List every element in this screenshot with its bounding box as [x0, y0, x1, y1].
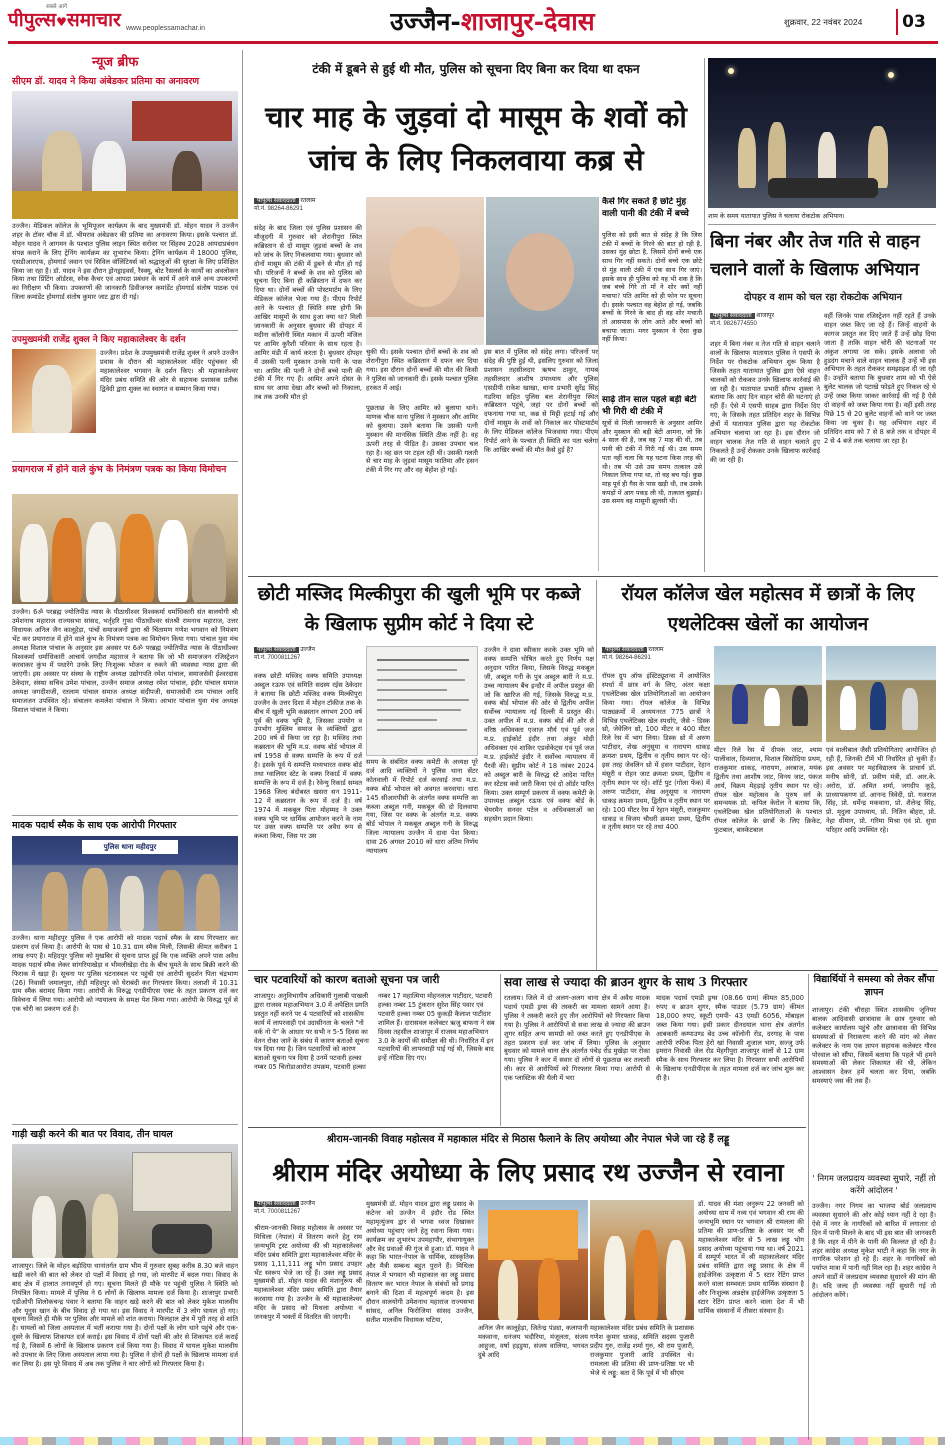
page-number: 03	[896, 9, 930, 35]
byline-name: पीपुल्स संवाददाता	[254, 647, 299, 653]
brief-4-title: मादक पदार्थ स्मैक के साथ एक आरोपी गिरफ्तार	[12, 820, 177, 831]
raid-headline: बिना नंबर और तेज गति से वाहन चलाने वालों के खिलाफ अभियान	[710, 232, 920, 280]
byline-name: पीपुल्स संवाददाता	[602, 647, 647, 653]
college-headline: रॉयल कॉलेज खेल महोत्सव में छात्रों के लिए एथलेटिक्स खेलों का आयोजन	[621, 584, 915, 635]
raid-photo	[708, 58, 936, 208]
masjid-byline	[254, 646, 366, 664]
college-byline	[602, 646, 714, 664]
brief-2-title: उपमुख्यमंत्री राजेंद्र शुक्ल ने किए महाकालेश्वर के दर्शन	[12, 335, 186, 345]
byline-place: रतलाम	[300, 198, 316, 204]
website-url[interactable]: www.peoplessamachar.in	[126, 25, 205, 32]
college-col3: एवं वालीबाल जैसी प्रतियोगिताएं आयोजित हो रही हैं, जिनकी टीमें भी निर्धारित हो चुकी हैं। इस अवसर पर महाविद्यालय के प्राचार्य डॉ. मनीष सोनी, डॉ. प्रवीण मंत्री, डॉ. आर.के. अरोरा, डॉ. अमित शर्मा, जगदीप कूड़े, प्राध्यापकगण डॉ. आनन्द त्रिवेदी, प्रो. गजराज सिंह, प्रो. धर्मेन्द्र मकवाना, प्रो. शैलेन्द्र सिंह, प्रो. मृदुला उपाध्याय, प्रो. नितिन बोहरा, प्रो. नेहा धीमान, प्रो. गरिमा मिश्रा एवं प्रो. सुधा परिहार आदि उपस्थित रहे।	[826, 746, 936, 835]
lead-sidebar	[598, 197, 702, 571]
brief-2-photo	[12, 349, 96, 433]
masthead-rule	[8, 41, 938, 44]
ayodhya-photo-1	[478, 1200, 588, 1320]
byline-place: शाजापुर	[756, 313, 774, 319]
brief-5-body: शाजापुर। जिले के मोहन बड़ोदिया थानांतर्गत ग्राम भीम में गुरुवार सुबह करीब 8.30 बजे वाहन खड़ी करने की बात को लेकर दो पक्षों में विवाद हो गया, जो मारपीट में बदल गया। विवाद के बाद क्षेत्र में हालात तनावपूर्ण हो गए। सूचना मिलते ही मौके पर पहुंची पुलिस ने स्थिति को नियंत्रित किया। मामले में पुलिस ने 6 लोगों के खिलाफ मामला दर्ज किया है। शाजापुर प्रभारी एडीओपी शिलोकचन्द्र पंवार ने बताया कि वाहन खड़े करने की बात को लेकर मुकेश मालवीय और यूनुस खान के बीच विवाद हो गया था। इस विवाद ने मारपीट में 3 लोग घायल हो गए। सूचना मिलते ही मौके पर पुलिस और मामले को शांत कराया। फिलहाल क्षेत्र में पूरी तरह से शांति है। घायलों को जिला अस्पताल में भर्ती कराया गया है। दोनों पक्षों के लोग थाने पहुंचे और एक-दूसरे के खिलाफ शिकायत दर्ज कराई। इस विवाद में दोनों पक्षों की ओर से शिकायत दर्ज कराई गई है, जिसमें 6 लोगों के खिलाफ प्रकरण दर्ज किया गया है। विवाद में घायल मुकेश मालवीय को उपचार के लिए जिला अस्पताल लाया गया है। पुलिस ने दोनों ही पक्षों के खिलाफ मामला दर्ज कर लिया है। इस पूरे विवाद में अब तक पुलिस ने चार लोगों को गिरफ्तार किया है।	[12, 1262, 238, 1368]
lead-col3: इस बात में पुलिस को संदेह लगा। परिजनों पर संदेह की पुष्टि हुई थी, इसलिए गुरुवार को जिला प्रशासन तहसीलदार ऋषभ ठाकुर, नायब तहसीलदार आशीष उपाध्याय और पुलिस एसडीपी राकेश खाखा, थाना प्रभारी सुरेंद्र सिंह गडरिया सहित पुलिस बल शेरानीपुरा स्थित कब्रिस्तान पहुंचे, जहां पर दोनों बच्चों को दफनाया गया था, कब्र से मिट्टी हटाई गई और दोनों मासूम के शवों को निकाल कर पोस्टमार्टम के लिए मेडिकल कॉलेज भिजवाया गया। पीएम रिपोर्ट आने के पश्चात ही स्थिति का पता चलेगा कि आखिर बच्चों की मौत कैसे हुई है?	[484, 348, 598, 454]
water-supply-quote: ' निगम जलप्रदाय व्यवस्था सुधारे, नहीं तो करेंगे आंदोलन '	[812, 1173, 936, 1195]
divider	[12, 815, 238, 816]
raid-byline	[710, 312, 822, 330]
sidebar-body: पुलिस को इसी बात से संदेह है कि जिस टंकी में बच्चों के गिरने की बात हो रही है, उसका मुंह छोटा है, जिसमें दोनों बच्चे एक साथ गिर नहीं सकते। दोनों बच्चे एक छोटे से मुंह वाली टंकी में एक साथ गिर जाएं। इसके साथ ही पुलिस को यह भी शक है कि जब बच्चे गिरे तो माँ ने शोर क्यों नहीं मचाया? पति आमिर को ही फोन पर सूचना दी। इसके पश्चात वह बेहोश हो गई, जबकि बच्चों के गिरने के बाद ही वह शोर मचाती तो आसपास के लोग आते और बच्चों को बचाया जाता। मगर मुस्कान ने ऐसा कुछ नहीं किया।	[602, 231, 702, 344]
byline-phone: मो.नं. 9826774550	[710, 321, 757, 327]
ayodhya-byline	[254, 1200, 366, 1218]
column-divider	[500, 974, 501, 1126]
byline-place: उज्जैन	[300, 1201, 315, 1207]
divider	[12, 461, 238, 462]
lead-photo-2	[486, 197, 598, 345]
brief-5-title: गाड़ी खड़ी करने की बात पर विवाद, तीन घायल	[12, 1129, 173, 1140]
ayodhya-col4: डॉ. यादव की मंशा अनुरूप 22 जनवरी को अयोध्या धाम में नव्य एवं भगवान श्री राम की जन्मभूमि स्थान पर भगवान श्री रामलला की प्रतिमा की प्राण-प्रतिष्ठा के अवसर पर श्री महाकालेश्वर मंदिर से 5 लाख लड्डू भोग प्रसाद अयोध्या पहुंचाया गया था। वर्ष 2021 में सम्पूर्ण भारत में श्री महाकालेश्वर मंदिर प्रबंध समिति द्वारा लड्डू प्रसाद के क्षेत्र में हाईजेनिक उत्कृष्टता में 5 स्टार रेटिंग प्राप्त करने वाला सम्भवतः प्रथम धार्मिक संस्थान है और निःशुल्क अन्नक्षेत्र हाईजेनिक उत्कृष्टता 5 स्टार रेटिंग प्राप्त करने वाला देश में भी धार्मिक संस्थानों में तीसरा संस्थान है।	[698, 1200, 804, 1315]
college-photo-2	[826, 646, 936, 742]
column-divider	[704, 58, 705, 572]
infant-face	[506, 233, 574, 311]
print-registration-marks	[0, 1437, 945, 1445]
college-col1: रॉयल ग्रुप ऑफ इंस्टिट्यूशन्स में आयोजित स्पर्धा में छात्र वर्ग के लिए, अंतर कक्षा एथलेटिक्स खेल प्रतियोगिताओं का आयोजन किया गया। रॉयल कॉलेज के विभिन्न पाठ्यक्रमों में अध्ययनरत 775 छात्रों ने विभिन्न एथलेटिक्स खेल स्पर्धाएं, जैसे - डिस्क थ्रो, जेवेलिन थ्रो, 100 मीटर व 400 मीटर रिले रेस में भाग लिया। डिस्क थ्रो में अरुण पाटीदार, शेख अनुसूया व नारायण धाकड़ क्रमशः प्रथम, द्वितीय व तृतीय स्थान पर रहे। इस तरह जेवलिन थ्रो में हसन पाटीदार, रेहान मंसूरी व रोहन जाट क्रमशः प्रथम, द्वितीय व तृतीय स्थान पर रहे। शॉर्ट पुट (गोला फेंक) में अरुण पाटीदार, शेख अनुसूया व नारायण धाकड़ क्रमशः प्रथम, द्वितीय व तृतीय स्थान पर रहे। 100 मीटर रेस में रेहान मंसूरी, राजकुमार धाकड़ व विजय चौधरी क्रमशः प्रथम, द्वितीय व तृतीय स्थान पर रहे तथा 400	[602, 672, 710, 832]
lead-photo-1	[366, 197, 484, 345]
students-body: शाजापुर। टंकी चौराहा स्थित शासकीय जूनियर बालक आदिवासी छात्रावास के छात्र गुरुवार को कलेक्टर कार्यालय पहुंचे और छात्रावास की विभिन्न समस्याओं से निराकरण करने की मांग को लेकर कलेक्टर के नाम एक ज्ञापन सहायक कलेक्टर गौरव पोरवाल को सौंपा, जिसमें बताया कि पहले भी हमने समस्याओं की लेकर शिकायत की थी, लेकिन आश्वासन देकर हमें चलता कर दिया, जबकि समस्याएं जस की तस हैं।	[812, 1006, 936, 1086]
lead-kicker: टंकी में डूबने से हुई थी मौत, पुलिस को सूचना दिए बिना कर दिया था दफन	[312, 62, 640, 76]
byline-name: पीपुल्स संवाददाता	[710, 313, 755, 319]
ayodhya-photo-caption: अनिल जैन कालूहेड़ा, जितेन्द्र पंड्या, कलापानी मकवाना, धनंजय भदौरिया, मंजूलता, संजय आहुजा, वर्षा हड़डुया, संजय वालिया, भगवत दुबे आदि	[478, 1324, 588, 1359]
brief-2-body: उज्जैन। प्रदेश के उपमुख्यमंत्री राजेंद्र शुक्ल ने अपने उज्जैन प्रवास के दौरान श्री महाकालेश्वर मंदिर पहुंचकर श्री महाकालेश्वर भगवान के दर्शन किए। श्री महाकालेश्वर मंदिर प्रबंध समिति की ओर से सहायक प्रशासक प्रतीक द्विवेदी द्वारा शुक्ल का स्वागत व सम्मान किया गया।	[100, 349, 238, 393]
lead-col2: पूछताछ के लिए आमिर को बुलाया थाने। माणक चौक थाना पुलिस ने मुस्कान और आमिर को बुलाया। उसने बताया कि उसकी पत्नी मुस्कान की मानसिक स्थिति ठीक नहीं है। वह ऊपरी तरह से पीड़ित है। उसका उपचार चल रहा है। वह छत पर टहल रही थी। उसकी गलती से चार माह के जुड़वां मासूम फातिमा और हसन टंकी में गिर गए और वह बेहोश हो गई।	[366, 404, 478, 475]
column-divider	[596, 580, 597, 970]
students-title: विद्यार्थियों ने समस्या को लेकर सौंपा ज्ञापन	[813, 974, 935, 998]
sidebar-title: कैसे गिर सकते हैं छोटे मुंह वाली पानी की टंकी में बच्चे	[602, 197, 689, 219]
brief-4-body: उज्जैन। थाना महीदपुर पुलिस ने एक आरोपी को मादक पदार्थ स्मैक के साथ गिरफ्तार कर प्रकरण दर्ज किया है। आरोपी के पास से 10.31 ग्राम स्मैक मिली, जिसकी कीमत करीबन 1 लाख रुपए है। महिदपुर पुलिस को मुखबिर से सूचना प्राप्त हुई कि एक व्यक्ति अपने पास अवैध मादक पदार्थ स्मैक लेकर सांगरियाखेड़ा व भीमलीखेड़ा रोड के बीच घूमते के साथ बिक्री करने की फिराक में खड़ा है। सूचना पर पुलिस घटनास्थल पर पहुंची एवं आरोपी सुदर्शन पिता चंद्रभाण (26) निवासी जमालपुरा, तोड़ी महिदपुर को घेराबंदी कर गिरफ्तार किया। तलाशी में 10.31 ग्राम स्मैक बरामद किया गया। आरोपी के विरुद्ध एनडीपीएस एक्ट के तहत प्रकरण दर्ज कर विवेचना में लिया गया। आरोपी को न्यायालय के समक्ष पेश किया गया। आरोपी के विरुद्ध पूर्व से एक चोरी का प्रकरण दर्ज है।	[12, 934, 238, 1014]
patwari-body: शाजापुर। अनुविभागीय अधिकारी गुलाबी पाखली द्वारा राजस्व महाअभियान 3.0 में अपेक्षित प्रगति प्रस्तुत नहीं करने पर 4 पटवारियों को शासकीय कार्य में लापरवाही एवं उदासीनता के चलते "नो वर्क नो पे" के आधार पर सभी न 5-5 दिवस का वेतन रोका जाने के संबंध में कारण बताओ सूचना पत्र दिया गया है। जिन पटवारियों को कारण बताओ सूचना पत्र दिया है उनमें पटवारी हल्का नम्बर 05 चितोडाआरोरा उपक्रम, पटवारी हल्का नम्बर 17 महात्मिया मोहनलाल पाटीदार, पटवारी हल्का नम्बर 15 टुंकरान सुरेश सिंह पवार एवं पटवारी हल्का नम्बर 05 कुकड़ी कैलाश पाटीदार शामिल हैं। दारासवल कलेक्टर ऋजु बाफना ने सब दिवस तहसील शाजापुर में राजस्व महाअभियान 3.0 के कार्यों की समीक्षा की थी। निर्धारित में इन पटवारियों की लापरवाही पाई गई थी, जिसके बाद इन्हें नोटिस दिए गए।	[254, 992, 495, 1072]
lead-col1: संदेह के बाद जिला एवं पुलिस प्रशासन की मौजूदगी में गुरुवार को शेरानीपुरा स्थित कब्रिस्तान से दो मासूम जुड़वां बच्चों के शव को जांच के लिए निकलवाया गया। बुधवार को दोनों मासूम की टंकी में डूबने से मौत हो गई थी। परिजनों ने बच्चों के शव को पुलिस को सूचना दिए बिना ही कब्रिस्तान में दफन कर दिया था। दोनों बच्चों की पोस्टमार्टम के लिए मेडिकल कॉलेज भेजा गया है। पीएम रिपोर्ट आने के पश्चात ही स्थिति स्पष्ट होगी कि आखिर मासूमों के साथ हुआ क्या था? मिली जानकारी के अनुसार बुधवार की दोपहर में मदीना कॉलोनी स्थित मकान में ऊपरी मंजिल पर आमिर कुरैशी परिवार के साथ रहता है। आमिर मंडी में कार्य करता है। बुधवार दोपहर में उसकी पत्नी मुस्कान उनके पानी के पास था। आमिर की पत्नी ने दोनों बच्चे पानी की टंकी में गिर गए हैं। आमिर अपने दोस्त के साथ घर आया देखा और बच्चों को निकाला, तब तक उनकी मौत हो	[254, 224, 362, 402]
water-supply-body: उज्जैन। नगर निगम का भाजपा बोर्ड जलप्रदाय व्यवस्था सुधारने की ओर कोई ध्यान नहीं दे रहा है। ऐसे में नगर के नागरिकों को बारिश में लगातार दो दिन में पानी मिलने के बाद भी इस बात की जानकारी है कि शहर में पीने के पानी की किल्लत हो रही है। शहर कांग्रेस अध्यक्ष मुकेश भाटी ने कहा कि नगर के नागरिक परेशान हो रहे हैं। शहर के नागरिकों को पर्याप्त मात्रा में पानी नहीं मिल रहा है। शहर कांग्रेस ने अपने वार्डों में जलप्रदाय व्यवस्था सुधारने की मांग की है। यदि जल्द ही व्यवस्था नहीं सुधारी गई तो आंदोलन करेंगे।	[812, 1202, 936, 1300]
sugar-col2: मादक पदार्थ एमडी ड्रग्स (08.66 ग्राम) कीमत 85,000 रुपए व ब्राउन शुगर, स्मैक पाउडर (5.79 ग्राम) कीमत 18,000 रुपए, स्कूटी एमपी- 43 एमडी 6056, मोबाइल जब्त किया गया। इसी प्रकार दीनदयाल थाना क्षेत्र अंतर्गत आबकारी कम्पाउण्ड बेद उच्च कॉलोनी रोड, दरगाह के पास आरोपी रफीक पिता हेरो खां निवासी शुजाल भाग, सज्जु उर्फ इमरान निवासी जेल रोड मेहगीपुरा शाजापुर वालों से 12 ग्राम स्मैक के साथ गिरफ्तार कर लिया है। गिरफ्तार सभी आरोपियों के खिलाफ एनडीपीएस के तहत मामला दर्ज कर जांच शुरू कर दी है।	[656, 994, 804, 1083]
infant-face	[390, 227, 460, 307]
heart-icon: ♥	[56, 15, 67, 29]
ayodhya-photo-2	[590, 1200, 694, 1320]
issue-date: शुक्रवार, 22 नवंबर 2024	[784, 17, 863, 27]
divider	[12, 1124, 238, 1125]
sidebar-title-2: साढ़े तीन साल पहले बड़ी बेटी भी गिरी थी टंकी में	[602, 395, 697, 417]
divider	[708, 224, 936, 225]
byline-name: पीपुल्स संवाददाता	[254, 1201, 299, 1207]
section-title-a: उज्जैन-	[390, 7, 461, 36]
byline-name: पीपुल्स संवाददाता	[254, 198, 299, 204]
raid-subhead: दोपहर व शाम को चल रहा रोकटोक अभियान	[744, 292, 902, 303]
ayodhya-col1: श्रीराम-जानकी विवाह महोत्सव के अवसर पर मिथिला (नेपाल) में वितरण करने हेतु राम जन्मभूमि ट्रस्ट अयोध्या की श्री महाकालेश्वर मंदिर प्रबंध समिति द्वारा महाकालेश्वर मंदिर के प्रसाद 1,11,111 लड्डू भोग प्रसाद उपहार भेंट स्वरूप भेजे जा रहे हैं। उक्त लड्डू प्रसाद मुख्यमंत्री डॉ. मोहन यादव की मंशानुरूप श्री महाकालेश्वर मंदिर प्रबंध समिति द्वारा तैयार करवाया गया है। उज्जैन के श्री महाकालेश्वर मंदिर के प्रसाद को मिथला अयोध्या व जनकपुर में भक्तों में वितरित की जाएगी।	[254, 1224, 362, 1322]
divider	[248, 576, 938, 577]
brief-5-photo	[12, 1144, 238, 1258]
college-col2: मीटर रिले रेस में दीपक जाट, श्याम पालीवाल, दिव्यराज, विशाल सिसोदिया प्रथम, राजकुमार धाकड़, नारायण, अरबाज, मयंक द्वितीय तथा आशीष जाट, विनय जाट, पंकज आर्य, विक्रम मेहड़ाई तृतीय स्थान पर रहे। रॉयल खेल महोत्सव के पुरुष वर्ग के समन्वयक प्रो. कपिल केरोल ने बताया कि, एथलेटिक्स खेल प्रतियोगिताओं के पश्चात रॉयल कॉलेज के छात्रों के लिए क्रिकेट, फुटबाल, बास्केटबाल	[714, 746, 822, 835]
section-title	[390, 5, 670, 39]
ayodhya-kicker: श्रीराम-जानकी विवाह महोत्सव में महाकाल मंदिर से मिठास फैलाने के लिए अयोध्या और नेपाल भेजे जा रहे हैं लड्डू	[326, 1134, 730, 1145]
police-station-sign: पुलिस थाना महीदपुर	[82, 840, 178, 854]
lead-caption: चुकी थी। इसके पश्चात दोनों बच्चों के शव को शेरानीपुरा स्थित कब्रिस्तान में दफन कर दिया गया। इस दौरान दोनों बच्चों की मौत की किसी ने पुलिस को जानकारी दी। इसके पश्चात पुलिस हरकत में आई।	[366, 348, 478, 392]
column-divider	[242, 50, 243, 1445]
byline-phone: मो.नं. 98264-86291	[254, 206, 303, 212]
brand-name-a: पीपुल्स	[8, 9, 57, 31]
divider	[248, 970, 938, 971]
lead-byline	[254, 197, 366, 215]
masjid-col3: उज्जैन ने दावा स्वीकार करके उक्त भूमि को वक्फ सम्पत्ति घोषित करते हुए निर्णय पक्ष अनुदान पारित किया, जिसके विरुद्ध मकबूल जी, अब्दुल गनी के पुत्र अब्दुल बारी ने म.प्र. उच्च न्यायालय बैंच इन्दौर में अपील प्रस्तुत की जो कि खारिज की गई, जिसके विरुद्ध म.प्र. वक्फ बोर्ड भोपाल की ओर से द्वितीय अपील सर्वोच्च न्यायालय नई दिल्ली में प्रस्तुत की। उक्त अपील में म.प्र. वक्फ बोर्ड की ओर से वरिष्ठ अधिवक्ता एजाज़ मौर्य एवं पूर्व जज म.प्र. हाईकोर्ट इंदौर तथा अंकुर मोदी अधिवक्ता एवं शाकिर एडवोकेट्स एवं पूर्व जज म.प्र. हाईकोर्ट इंदौर ने सर्वोच्च न्यायालय में पैरवी की। सुप्रीम कोर्ट ने 18 नवंबर 2024 को अब्दुल बारी के विरुद्ध स्टे आदेश पारित कर स्टेटस क्वो जारी किया एवं दो ऑर्डर पारित किया। उक्त सम्पूर्ण प्रकरण में वक्फ कमेटी के उपाध्यक्ष अब्दुल रऊफ एवं वक्फ बोर्ड के चेयरमैन सनवर पटेल व अधिवक्ताओं का सहयोग प्रदान किया।	[484, 646, 594, 824]
brief-1-body: उज्जैन। मेडिकल कॉलेज के भूमिपूजन कार्यक्रम के बाद मुख्यमंत्री डॉ. मोहन यादव ने उज्जैन शहर के टॉवर चौक में डॉ. भीमराव अंबेडकर की प्रतिमा का अनावरण किया। इसके पश्चात डॉ. मोहन यादव ने आगमन के पश्चात पुलिस लाइन स्थित सरोवर पर सिंहस्थ 2028 आपदाप्रबंधन संपन्न कराने के लिए ट्रेनिंग कार्यक्रम का शुभारंभ किया। ट्रेनिंग कार्यक्रम में 18000 पुलिस, एसडीआरएफ, होमगार्ड जवान एवं सिविल वॉलिंटियर्स को श्रद्धालुओं की सुरक्षा के लिए प्रशिक्षित किया जा रहा है। डॉ. यादव ने इस दौरान ड्रोनड्राइवर्स, रैस्क्यू, बोट रैसलर्स के कार्यों का अवलोकन किया तथा प्रिंटिंग ऑर्डरस, स्नेक कैचर एवं आपदा प्रबंधन के कार्य में आने वाले अन्य उपकरणों का निरीक्षण भी किया। उपकरणों की जानकारी डिवीजनल कमांडेंट होमगार्ड संतोष पाठक एवं जिला कमांडेंट होमगार्ड संतोष कुमार जाट द्वारा दी गई।	[12, 222, 238, 302]
ayodhya-col3: महाकालेश्वर मंदिर प्रबंध समिति के प्रशासक गणेश कुमार धाकड़, समिति सदस्य पुजारी प्रदीप गुरु, राजेंद्र शर्मा गुरु, श्री राम पुजारी, राजकुमार पुजारी आदि उपस्थित थे। रामलला की प्रतिमा की प्राण-प्रतिष्ठा पर भी भेजे थे लड्डू: बता दें कि पूर्व में भी सीएम	[590, 1324, 694, 1377]
news-brief-label: न्यूज ब्रीफ	[92, 55, 139, 70]
banner-graphic	[132, 101, 232, 141]
section-title-b: शाजापुर-देवास	[460, 7, 595, 36]
brief-3-body: उज्जैन। 6ॐ परब्रह्म ज्योतिपीठ न्यास के पीठाधीश्वर विश्वकर्मा धर्माधिकारी संत बालयोगी श्री उमेशनाथ महाराज राज्यसभा सांसद, भर्तृहरि गुफा पीठाधीश्वर संतश्री रामनाथ महाराज, उत्तर विधायक अनिल जैन कालूहेड़ा, पांचों समाजजनों द्वारा श्री चिंतामण गणेश भगवान को निमंत्रण भेंट कर प्रयागराज में होने वाले कुंभ के निमंत्रण पत्रक का विमोचन किया गया। पांचाल युवा मंच अध्यक्ष विशाल पांचाल के अनुसार इस अवसर पर 6ॐ परब्रह्म ज्योतिपीठ न्यास के पीठाधीश्वर विश्वकर्मा धर्माधिकारी आचार्य जगदीश महाराज ने बताया कि जो भी समाजजन रजिस्ट्रेशन करवाकर कुंभ में पधारेंगे उनके लिए निःशुल्क भोजन व रुकने की व्यवस्था न्यास द्वारा की जाएगी। इस अवसर पर संस्था के राष्ट्रीय अध्यक्ष उद्योगपति रमेश पांचाल, समाजसेवी ईश्वरदास ठेकेदार, संस्था सचिव उमेश पांचाल, उज्जैन समाज अध्यक्ष रमेश पांचाल, इंदौर पांचाल समाज अध्यक्ष जगदीशजी, रतलाम पांचाल समाज अध्यक्ष संदीपजी, समाजसेवी राम पांचाल आदि समाजजन उपस्थित रहे। संचालन कमलेश पांचाल ने किया। आभार पांचाल युवा मंच अध्यक्ष विशाल पांचाल ने किया।	[12, 608, 238, 714]
byline-phone: मो.नं. 7000811267	[254, 1209, 301, 1215]
byline-phone: मो.नं. 98264-86291	[602, 655, 651, 661]
masjid-headline: छोटी मस्जिद मिल्कीपुरा की खुली भूमि पर कब्जे के खिलाफ सुप्रीम कोर्ट ने दिया स्टे	[257, 584, 581, 635]
raid-photo-caption: शाम के समय यातायात पुलिस ने चलाया रोकटोक अभियान।	[708, 212, 845, 220]
divider	[12, 330, 238, 331]
masjid-col1: वक्फ छोटी मस्जिद वक्फ समिति उपाध्यक्ष अब्दुल रऊफ एवं समिति सदस्य रईस ठेकेदार ने बताया कि छोटी मस्जिद वक्फ मिल्कीपुरा उज्जैन के उत्तर दिशा में मोहन टॉकीज तक के बीच में खुली भूमि कब्रस्तान लगभग 200 वर्ष पूर्व की वक्फ भूमि है, जिसका उपयोग व उपभोग मुस्लिम समाज के व्यक्तियों द्वारा 200 वर्ष से किया जा रहा है। मस्जिद तथा कब्रस्तान की भूमि म.प्र. वक्फ बोर्ड भोपाल में वर्ष 1958 से वक्फ सम्पत्ति के रूप में दर्ज है। इसके पूर्व ये सम्पत्ति मध्यभारत वक्फ बोर्ड तथा ग्वालियर स्टेट के वक्फ रिकार्ड में वक्फ सम्पत्ति के रूप में दर्ज है। रेवेन्यु रिकार्ड सम्वत 1968 जिल्द बंदोबस्त खसरा सन 1911-12 में कब्रस्तान के रूप में दर्ज है। वर्ष 1974 में मकबूल पिता मोहम्मद ने उक्त वक्फ भूमि पर धार्मिक आयोजन करने के नाम पर उक्त वक्फ सम्पत्ति पर अवैध रूप से कब्जा किया, जिस पर उस	[254, 672, 362, 841]
brief-1-title: सीएम डॉ. यादव ने किया अंबेडकर प्रतिमा का अनावरण	[12, 76, 200, 87]
brief-4-photo	[12, 836, 238, 931]
ayodhya-col2: मुख्यमंत्री डॉ. मोहन यादव द्वारा लड्डू प्रसाद के कंटेनर को उज्जैन में इंदौर रोड स्थित महामृत्युंजय द्वार से भगवा ध्वज दिखाकर अयोध्या पहुंचाए जाने हेतु रवाना किया गया। कार्यक्रम का शुभारंभ उपमहापौर, संभागायुक्त और वेद प्रवाओं की गूंज से हुआ। डॉ. यादव ने कहा कि भारत-नेपाल के धार्मिक, सांस्कृतिक और मैत्री सम्बन्ध बहुत पुराने हैं। मिथिला नेपाल में भगवान श्री महाकाल का लड्डू प्रसाद वितरण कर भारत नेपाल के संबंधों को प्रगाढ़ बनाने की दिशा में महत्वपूर्ण कदम है। इस दौरान वालयोगी उमेशनाथ महाराज राज्यसभा सांसद, अनिल फिरोजिया सांसद उज्जैन, सतीश मालवीय विधायक घटिया,	[366, 1200, 474, 1324]
byline-place: रतलाम	[648, 647, 664, 653]
sugar-title: सवा लाख से ज्यादा की ब्राउन शुगर के साथ 3 गिरफ्तार	[504, 975, 748, 989]
byline-phone: मो.नं. 7000811267	[254, 655, 301, 661]
raid-col2: वहीं जिनके पास रजिस्ट्रेशन नहीं रहते हैं उनके वाहन जब्त किए जा रहे हैं। जिन्हें वाहनों के कागज प्रस्तुत कर दिए जाते हैं उन्हें छोड़ दिया जाता है ताकि वाहन चोरी की घटनाओं पर अंकुश लगाया जा सके। इसके अलावा जो हुडदंग मचाने वाले वाहन चालक हैं उन्हें भी इस अभियान के तहत रोककर समझाइश दी जा रही है। उन्होंने बताया कि बुधवार शाम को भी ऐसे बुलेट चालक जो पटाखे फोड़ते हुए निकल रहे थे उन्हें जब्त किया जाकर कार्रवाई की गई है ऐसे दो वाहनों को जब्त किया गया है। वहीं इसी तरह पिछे 15 से 20 बुलेट वाहनों को थाने पर जब्त किया जा चुका है। यह अभियान शहर में प्रतिदिन शाम को 7 से 8 बजे तक व दोपहर में 2 से 4 बजे तक चलाया जा रहा है।	[824, 312, 936, 445]
raid-col1: शहर में बिना नंबर व तेज गति से वाहन चलाने वालों के खिलाफ यातायात पुलिस ने एसपी के निर्देश पर रोकटोक अभियान शुरू किया है जिसके तहत यातायात पुलिस द्वारा ऐसे वाहन चालकों को रोककर उनके खिलाफ कार्रवाई की जा रही है। यातायात प्रभारी सौरभ शुक्ला ने बताया कि आए दिन वाहन चोरी की घटनाएं हो रही हैं। ऐसे में एसपी साहब द्वारा निर्देश दिए गए, के जिसके तहत प्रतिदिन शहर के विभिन्न क्षेत्रों में यातायात पुलिस द्वारा यह रोकटोक अभियान चलाया जा रहा है। इस दौरान जो वाहन चालक तेज गति से वाहन चलाते हुए निकलते हैं उन्हें रोककर उनके खिलाफ कार्रवाई की जा रही है।	[710, 340, 820, 464]
masjid-col2: समय के संबंधित वक्फ कमेटी के अध्यक्ष पूरे दर्ज आदि व्यक्तियों ने पुलिस थाना सेंटर कोतवाली में रिपोर्ट दर्ज करवाई तथा म.प्र. वक्फ बोर्ड भोपाल को अवगत करवाया। धारा 145 सीआरपीसी के अंतर्गत वक्फ सम्पत्ति का कब्जा अब्दुल गनी, मकबूल की दो दिलवाया गया, जिस पर वक्फ के अंतर्गत म.प्र. वक्फ बोर्ड भोपाल ने मकबूल अब्दुल गनी के विरुद्ध जिला न्यायालय उज्जैन में दावा पेश किया। दावा 26 अगस्त 2010 को धारा अंतिम निर्णय न्यायालय	[366, 758, 478, 856]
brand-tagline: सबसे आगे	[46, 4, 68, 10]
sugar-col1: रतलाम। जिले में दो अलग-अलग थाना क्षेत्र में अवैध मादक पदार्थ एमडी ड्रग्स की तस्करी का मामला सामने आया है। पुलिस ने तस्करी करते हुए तीन आरोपियों को गिरफ्तार किया गया है। पुलिस ने आरोपियों से सवा लाख से ज्यादा की ब्राउन शुगर सहित अन्य सामग्री को जब्त करते हुए एनडीपीएस के तहत प्रकरण दर्ज कर जांच में लिया। पुलिस के अनुसार बुधवार को मामले थाना क्षेत्र अंतर्गत पंचेड़ रोड मुखेड़ा पर रोका गया। पुलिस ने कार में सवार दो लोगों से पूछताछ कर तलाशी ली। कार से आरोपियों को गिरफ्तार किया गया। आरोपी से एक प्लास्टिक की थैली में भरा	[504, 994, 650, 1083]
column-divider	[808, 974, 809, 1440]
brief-3-title: प्रयागराज में होने वाले कुंभ के निमंत्रण पत्रक का किया विमोचन	[12, 464, 227, 475]
sidebar-body-2: सूत्रों से मिली जानकारी के अनुसार आमिर और मुस्कान की बड़ी बेटी आमना, जो कि 4 साल की है, जब वह 7 माह की थी, तब पानी की टंकी में गिरी गई थी। उस समय पता नहीं चला कि यह घटना किस तरह की थी। तब भी उसे उस समय तत्काल उसे निकाल लिया गया था, तो वह बच गई। कुछ माह पूर्व ही गैस के पास खड़ी थी, तब उसके कपड़ों में आग पकड़ ली थी, तत्काल बुझाई। उस समय वह मासूमी झुलसी थी।	[602, 419, 702, 506]
byline-place: उज्जैन	[300, 647, 315, 653]
ayodhya-headline: श्रीराम मंदिर अयोध्या के लिए प्रसाद रथ उज्जैन से रवाना	[272, 1158, 784, 1187]
brief-1-photo	[12, 91, 238, 219]
lead-headline: चार माह के जुड़वां दो मासूम के शवों को जांच के लिए निकलवाया कब्र से	[265, 100, 687, 177]
college-photo-1	[714, 646, 822, 742]
divider	[248, 1127, 806, 1128]
masthead	[0, 0, 945, 44]
court-document-photo	[366, 646, 478, 756]
brand-name-b: समाचार	[66, 9, 121, 31]
patwari-title: चार पटवारियों को कारण बताओ सूचना पत्र जारी	[254, 974, 440, 986]
brief-3-photo	[12, 494, 238, 604]
